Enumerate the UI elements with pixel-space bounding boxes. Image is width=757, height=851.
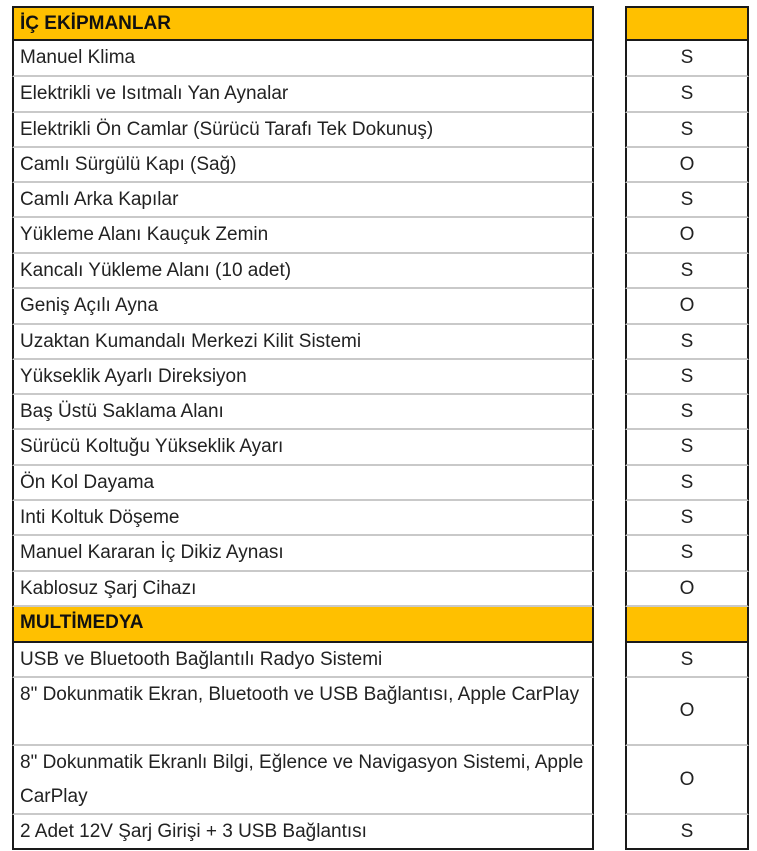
feature-value: S (680, 436, 694, 457)
table-row (12, 501, 594, 536)
section-header-value-cell (625, 607, 749, 643)
table-row (12, 218, 594, 254)
feature-value: O (679, 295, 695, 316)
feature-label: Sürücü Koltuğu Yükseklik Ayarı (20, 436, 284, 457)
table-cell-value (625, 218, 749, 254)
feature-value: S (680, 820, 694, 842)
table-row (12, 254, 594, 289)
table-row (12, 466, 594, 501)
table-row (12, 183, 594, 218)
feature-value: S (680, 471, 694, 493)
table-cell-value (625, 113, 749, 148)
feature-label: Yükleme Alanı Kauçuk Zemin (20, 224, 269, 245)
feature-label: Kancalı Yükleme Alanı (10 adet) (20, 260, 292, 281)
feature-value: O (679, 224, 695, 245)
feature-value: S (680, 83, 694, 104)
table-row (12, 536, 594, 572)
section-header-ic-ekipmanlar (12, 6, 594, 41)
feature-value: O (679, 768, 695, 790)
feature-label: Geniş Açılı Ayna (20, 295, 159, 316)
table-row (12, 746, 594, 815)
values-column (625, 6, 749, 850)
table-row (12, 643, 594, 678)
table-cell-value (625, 254, 749, 289)
section-title: MULTİMEDYA (20, 612, 144, 633)
table-cell-value (625, 746, 749, 815)
table-cell-value (625, 815, 749, 850)
feature-label: Kablosuz Şarj Cihazı (20, 578, 197, 599)
feature-value: S (680, 259, 694, 281)
section-title: İÇ EKİPMANLAR (20, 13, 171, 34)
feature-value: O (679, 700, 695, 721)
section-header-multimedya (12, 607, 594, 643)
feature-label: Baş Üstü Saklama Alanı (20, 401, 224, 422)
table-row (12, 815, 594, 850)
feature-label: Camlı Arka Kapılar (20, 189, 179, 210)
table-row (12, 148, 594, 183)
feature-value: O (679, 153, 695, 175)
table-row (12, 289, 594, 325)
feature-label: Uzaktan Kumandalı Merkezi Kilit Sistemi (20, 331, 362, 352)
feature-label: 8" Dokunmatik Ekranlı Bilgi, Eğlence ve Navigasyon Sistemi, Apple CarPlay (20, 752, 584, 807)
feature-label: Elektrikli Ön Camlar (Sürücü Tarafı Tek Dokunuş) (20, 119, 434, 140)
table-row (12, 572, 594, 607)
table-cell-value (625, 41, 749, 77)
feature-value: S (680, 188, 694, 210)
table-row (12, 77, 594, 113)
table-row (12, 678, 594, 746)
table-cell-value (625, 77, 749, 113)
features-column (12, 6, 594, 850)
table-cell-value (625, 643, 749, 678)
table-cell-value (625, 536, 749, 572)
table-cell-value (625, 678, 749, 746)
feature-label: Manuel Klima (20, 47, 136, 68)
feature-value: S (680, 47, 694, 68)
feature-value: S (680, 400, 694, 422)
table-row (12, 113, 594, 148)
table-row (12, 41, 594, 77)
feature-value: S (680, 365, 694, 387)
feature-label: Manuel Kararan İç Dikiz Aynası (20, 542, 284, 563)
feature-label: Inti Koltuk Döşeme (20, 507, 180, 528)
feature-label: Ön Kol Dayama (20, 472, 155, 493)
table-row (12, 430, 594, 466)
table-row (12, 360, 594, 395)
table-cell-value (625, 466, 749, 501)
table-cell-value (625, 572, 749, 607)
feature-label: Elektrikli ve Isıtmalı Yan Aynalar (20, 83, 289, 104)
feature-value: S (680, 118, 694, 140)
feature-label: USB ve Bluetooth Bağlantılı Radyo Sistemi (20, 649, 383, 670)
feature-label: Camlı Sürgülü Kapı (Sağ) (20, 154, 237, 175)
table-cell-value (625, 148, 749, 183)
table-cell-value (625, 183, 749, 218)
feature-value: O (679, 577, 695, 599)
feature-label: 2 Adet 12V Şarj Girişi + 3 USB Bağlantısı (20, 821, 367, 842)
table-cell-value (625, 289, 749, 325)
feature-value: S (680, 506, 694, 528)
feature-value: S (680, 330, 694, 352)
table-cell-value (625, 430, 749, 466)
feature-label: Yükseklik Ayarlı Direksiyon (20, 366, 247, 387)
section-header-value-cell (625, 6, 749, 41)
feature-label: 8" Dokunmatik Ekran, Bluetooth ve USB Bağlantısı, Apple CarPlay (20, 684, 580, 705)
table-cell-value (625, 395, 749, 430)
table-row (12, 325, 594, 360)
table-cell-value (625, 501, 749, 536)
table-cell-value (625, 360, 749, 395)
table-row (12, 395, 594, 430)
feature-value: S (680, 542, 694, 563)
feature-value: S (680, 648, 694, 670)
table-cell-value (625, 325, 749, 360)
